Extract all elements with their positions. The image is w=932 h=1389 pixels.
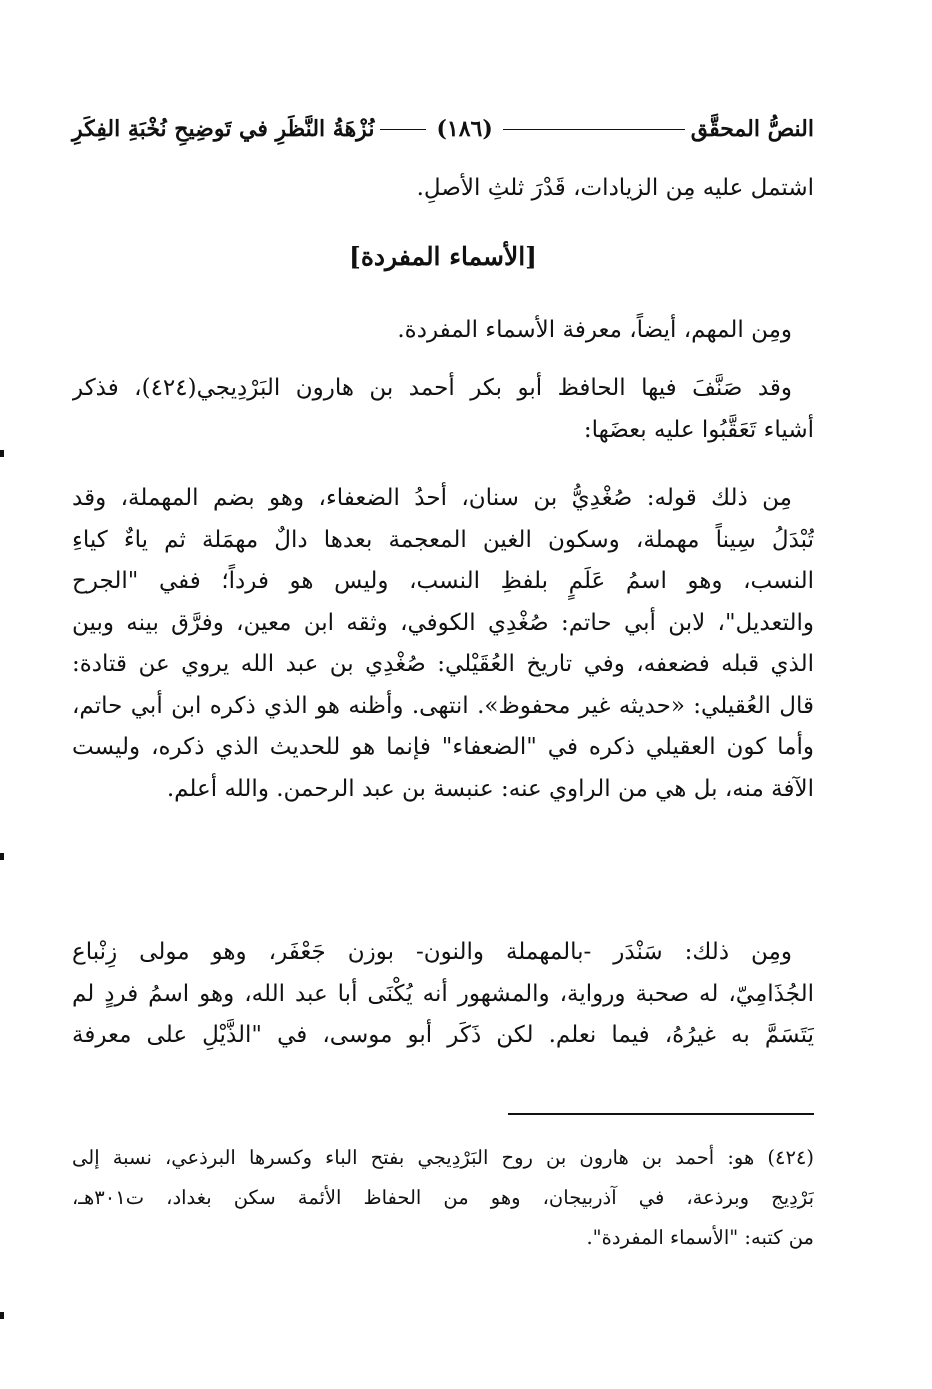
running-header	[72, 112, 814, 146]
footnotes	[72, 1138, 814, 1258]
text-line: يَتَسَمَّ به غيرُهُ، فيما نعلم. لكن ذَكَر أبو موسى، في "الذَّيْلِ على معرفة	[72, 1022, 814, 1048]
text-line: الآفة منه، بل هي من الراوي عنه: عنبسة بن عبد الرحمن. والله أعلم.	[166, 775, 814, 802]
paragraph-4	[72, 932, 814, 1057]
scan-margin-mark	[0, 853, 4, 860]
scan-margin-mark	[0, 450, 4, 457]
text-line: وقد صَنَّفَ فيها الحافظ أبو بكر أحمد بن هارون البَرْدِيجي(٤٢٤)، فذكر	[72, 375, 792, 401]
section-title: [الأسماء المفردة]	[348, 242, 538, 271]
text-line: ومِن المهم، أيضاً، معرفة الأسماء المفردة.	[397, 317, 792, 343]
text-line: الجُذَامِيّ، له صحبة ورواية، والمشهور أنه يُكْنَى أبا عبد الله، وهو اسمُ فردٍ لم	[72, 980, 814, 1007]
header-left-title: نُزْهَةُ النَّظَرِ في تَوضِيحِ نُخْبَةِ الفِكَرِ	[72, 116, 375, 142]
page-number: (١٨٦)	[436, 116, 493, 142]
text-line: تُبْدَلُ سِيناً مهملة، وسكون الغين المعجمة بعدها دالٌ مهمَلة ثم ياءٌ كياءِ	[72, 526, 814, 553]
header-right-title: النصُّ المحقَّق	[690, 116, 814, 142]
scan-margin-mark	[0, 1312, 4, 1319]
header-rule-right	[503, 129, 685, 130]
intro-text	[72, 168, 814, 210]
text-line: وأما كون العقيلي ذكره في "الضعفاء" فإنما هو للحديث الذي ذكره، وليست	[72, 734, 814, 760]
paragraph-2	[72, 368, 814, 451]
text-line: أشياء تَعَقَّبُوا عليه بعضَها:	[583, 416, 814, 443]
text-line: قال العُقيلي: «حديثه غير محفوظ». انتهى. وأظنه هو الذي ذكره ابن أبي حاتم،	[72, 692, 814, 719]
footnote-line: (٤٢٤) هو: أحمد بن هارون بن روح البَرْدِيجي بفتح الباء وكسرها البرذعي، نسبة إلى	[72, 1146, 814, 1169]
text-line: اشتمل عليه مِن الزيادات، قَدْرَ ثلثِ الأصلِ.	[416, 175, 814, 201]
text-line: مِن ذلك قوله: صُغْدِيُّ بن سنان، أحدُ الضعفاء، وهو بضم المهملة، وقد	[72, 485, 792, 511]
footnote-line: بَرْدِيج وبرذعة، في آذربيجان، وهو من الحفاظ الأئمة سكن بغداد، ت٣٠١هـ،	[72, 1186, 814, 1209]
text-line: النسب، وهو اسمُ عَلَمٍ بلفظِ النسب، وليس هو فرداً؛ ففي "الجرح	[72, 568, 814, 594]
footnote-separator	[508, 1113, 814, 1115]
paragraph-3	[72, 478, 814, 810]
paragraph-1	[72, 310, 814, 352]
footnote-line: من كتبه: "الأسماء المفردة".	[586, 1226, 814, 1249]
text-line: الذي قبله فضعفه، وفي تاريخ العُقَيْلي: صُغْدِي بن عبد الله يروي عن قتادة:	[72, 651, 814, 677]
text-line: والتعديل"، لابن أبي حاتم: صُغْدِي الكوفي، وثقه ابن معين، وفرَّق بينه وبين	[72, 609, 814, 636]
text-line: ومِن ذلك: سَنْدَر -بالمهملة والنون- بوزن جَعْفَر، وهو مولى زِنْباع	[72, 939, 792, 965]
header-rule-left	[380, 129, 426, 130]
